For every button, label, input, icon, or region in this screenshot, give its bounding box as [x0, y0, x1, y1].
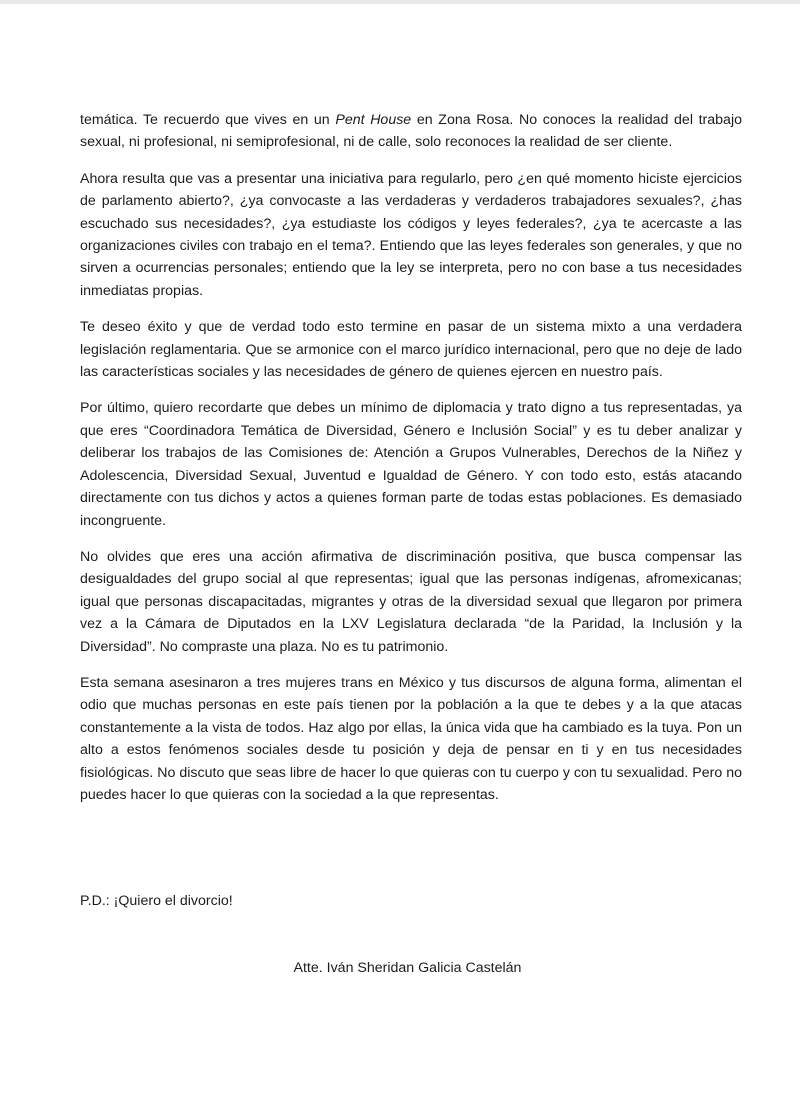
signature: Atte. Iván Sheridan Galicia Castelán — [293, 960, 522, 976]
paragraph-5: No olvides que eres una acción afirmativa de discriminación positiva, que busca compensar las desigualdades del grupo social al que representas; igual que las personas indígenas, afromexicanas; igual que personas discapacitadas, migrantes y otras de la diversidad sexual que llegaron por primera vez a la Cámara de Diputados en la LXV Legislatura declarada “de la Paridad, la Inclusión y la Diversidad”. No compraste una plaza. No es tu patrimonio. — [80, 548, 742, 655]
paragraph-1-lead: temática. Te recuerdo que vives en un — [80, 112, 336, 128]
paragraph-1 — [80, 109, 742, 154]
paragraph-2: Ahora resulta que vas a presentar una iniciativa para regularlo, pero ¿en qué momento hiciste ejercicios de parlamento abierto?, ¿ya convocaste a las verdaderas y verdaderos trabajadores sexuales?, ¿has escuchado sus necesidades?, ¿ya estudiaste los códigos y leyes federales?, ¿ya te acercaste a las organizaciones civiles con trabajo en el tema?. Entiendo que las leyes federales son generales, y que no sirven a ocurrencias personales; entiendo que la ley se interpreta, pero no con base a tus necesidades inmediatas propias. — [80, 170, 742, 299]
postscript: P.D.: ¡Quiero el divorcio! — [80, 893, 233, 909]
paragraph-3: Te deseo éxito y que de verdad todo esto termine en pasar de un sistema mixto a una verdadera legislación reglamentaria. Que se armonice con el marco jurídico internacional, pero que no deje de lado las características sociales y las necesidades de género de quienes ejercen en nuestro país. — [80, 319, 742, 381]
paragraph-1-tail: en Zona Rosa. No conoces la realidad del trabajo sexual, ni profesional, ni semiprofesional, ni de calle, solo reconoces la realidad de ser cliente. — [80, 112, 742, 151]
page-top-edge — [0, 0, 800, 4]
paragraph-1-emphasis: Pent House — [335, 112, 412, 128]
paragraph-6: Esta semana asesinaron a tres mujeres trans en México y tus discursos de alguna forma, alimentan el odio que muchas personas en este país tienen por la población a la que te debes y a la que atacas constantemente a la vista de todos. Haz algo por ellas, la única vida que ha cambiado es la tuya. Pon un alto a estos fenómenos sociales desde tu posición y deja de pensar en ti y en tus necesidades fisiológicas. No discuto que seas libre de hacer lo que quieras con tu cuerpo y con tu sexualidad. Pero no puedes hacer lo que quieras con la sociedad a la que representas. — [80, 674, 742, 803]
paragraph-4: Por último, quiero recordarte que debes un mínimo de diplomacia y trato digno a tus representadas, ya que eres “Coordinadora Temática de Diversidad, Género e Inclusión Social” y es tu deber analizar y deliberar los trabajos de las Comisiones de: Atención a Grupos Vulnerables, Derechos de la Niñez y Adolescencia, Diversidad Sexual, Juventud e Igualdad de Género. Y con todo esto, estás atacando directamente con tus dichos y actos a quienes forman parte de todas estas poblaciones. Es demasiado incongruente. — [80, 400, 742, 529]
letter-body — [80, 109, 742, 820]
